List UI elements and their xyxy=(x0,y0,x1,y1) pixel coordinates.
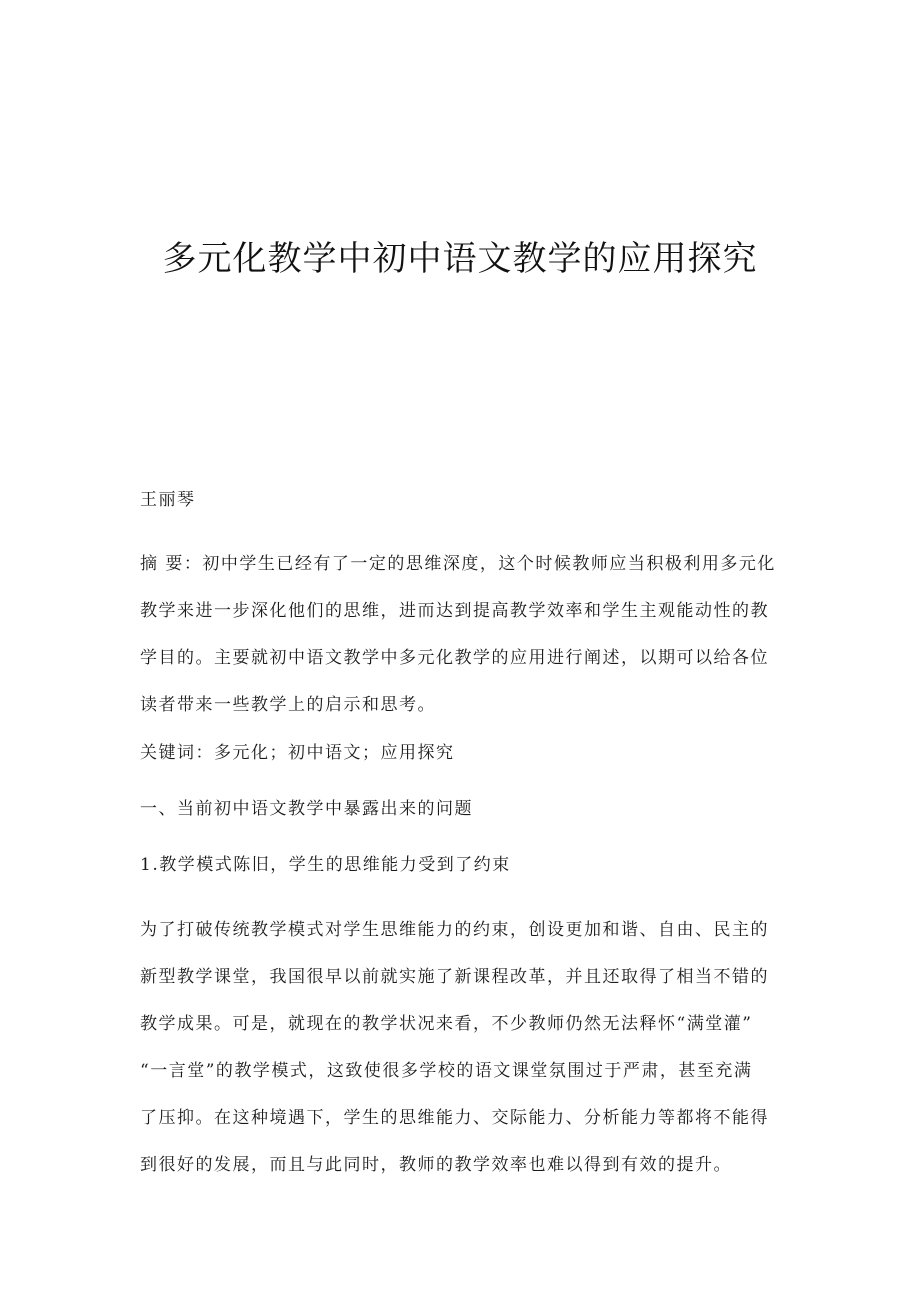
abstract-line: 学目的。主要就初中语文教学中多元化教学的应用进行阐述，以期可以给各位 xyxy=(140,648,769,668)
paragraph-line: 了压抑。在这种境遇下，学生的思维能力、交际能力、分析能力等都将不能得 xyxy=(140,1108,769,1128)
paragraph-line: 到很好的发展，而且与此同时，教师的教学效率也难以得到有效的提升。 xyxy=(140,1155,732,1175)
keywords: 关键词：多元化；初中语文；应用探究 xyxy=(140,743,455,763)
section-heading: 一、当前初中语文教学中暴露出来的问题 xyxy=(140,799,473,819)
abstract xyxy=(140,541,780,729)
abstract-line: 摘 要：初中学生已经有了一定的思维深度，这个时候教师应当积极利用多元化 xyxy=(140,554,776,574)
paragraph-line: 教学成果。可是，就现在的教学状况来看，不少教师仍然无法释怀“满堂灌” xyxy=(140,1014,753,1034)
subsection-heading: 1.教学模式陈旧，学生的思维能力受到了约束 xyxy=(140,855,511,875)
body-paragraph xyxy=(140,907,780,1189)
paragraph-line: 为了打破传统教学模式对学生思维能力的约束，创设更加和谐、自由、民主的 xyxy=(140,920,769,940)
paragraph-line: “一言堂”的教学模式，这致使很多学校的语文课堂氛围过于严肃，甚至充满 xyxy=(140,1061,753,1081)
author-name: 王丽琴 xyxy=(140,490,196,510)
document-title: 多元化教学中初中语文教学的应用探究 xyxy=(162,238,758,279)
paragraph-line: 新型教学课堂，我国很早以前就实施了新课程改革，并且还取得了相当不错的 xyxy=(140,967,769,987)
abstract-line: 读者带来一些教学上的启示和思考。 xyxy=(140,695,436,715)
abstract-line: 教学来进一步深化他们的思维，进而达到提高教学效率和学生主观能动性的教 xyxy=(140,601,769,621)
